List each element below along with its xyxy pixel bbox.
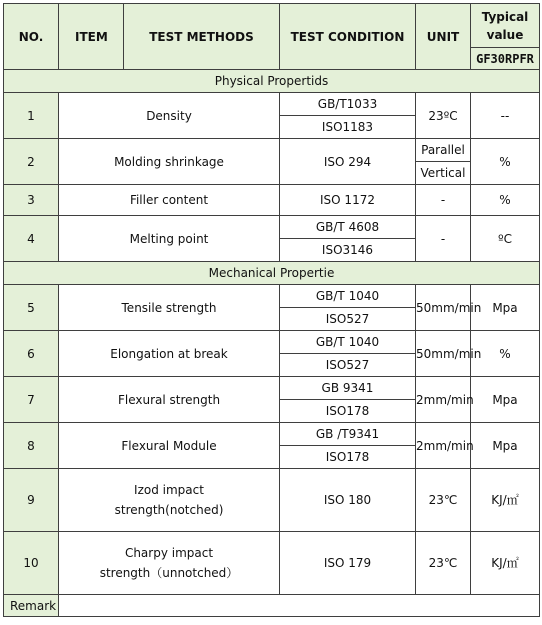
- row-method: ISO1183: [280, 116, 416, 139]
- section-row-physical: [4, 70, 540, 93]
- row-method: GB/T 1040: [280, 331, 416, 354]
- row-item: Molding shrinkage: [59, 139, 280, 185]
- row-no: 8: [4, 423, 59, 469]
- row-method: GB/T 4608: [280, 216, 416, 239]
- row-unit: Mpa: [471, 423, 540, 469]
- row-item-line: strength(notched): [114, 503, 224, 517]
- row-no: 6: [4, 331, 59, 377]
- properties-table: [3, 3, 540, 617]
- table-row: [4, 331, 540, 354]
- table-row: [4, 216, 540, 239]
- row-condition: 50mm/min: [416, 331, 471, 377]
- row-method: ISO527: [280, 354, 416, 377]
- row-method: ISO3146: [280, 239, 416, 262]
- row-method: ISO178: [280, 400, 416, 423]
- row-method: ISO 179: [280, 532, 416, 595]
- header-test-condition: TEST CONDITION: [280, 4, 416, 70]
- row-method: GB /T9341: [280, 423, 416, 446]
- remark-value: [59, 595, 540, 617]
- row-method: GB/T 1040: [280, 285, 416, 308]
- row-condition: 50mm/min: [416, 285, 471, 331]
- row-condition: 2mm/min: [416, 377, 471, 423]
- row-item: Flexural strength: [59, 377, 280, 423]
- row-no: 9: [4, 469, 59, 532]
- header-item: ITEM: [59, 4, 124, 70]
- row-item: [59, 532, 280, 595]
- row-condition: Vertical: [416, 162, 471, 185]
- header-no: NO.: [4, 4, 59, 70]
- row-no: 7: [4, 377, 59, 423]
- row-item-line: Izod impact: [134, 483, 204, 497]
- row-unit: Mpa: [471, 285, 540, 331]
- row-method: GB 9341: [280, 377, 416, 400]
- row-method: ISO 1172: [280, 185, 416, 216]
- table-row: [4, 423, 540, 446]
- header-test-methods: TEST METHODS: [124, 4, 280, 70]
- section-title-physical: Physical Propertids: [4, 70, 540, 93]
- row-unit: %: [471, 185, 540, 216]
- row-unit: %: [471, 331, 540, 377]
- row-no: 2: [4, 139, 59, 185]
- row-condition: 23℃: [416, 469, 471, 532]
- row-condition: -: [416, 185, 471, 216]
- row-item: [59, 469, 280, 532]
- row-unit: ºC: [471, 216, 540, 262]
- row-no: 4: [4, 216, 59, 262]
- row-unit: KJ/㎡: [471, 469, 540, 532]
- table-row: [4, 532, 540, 595]
- row-condition: 23ºC: [416, 93, 471, 139]
- header-grade: GF30RPFR: [471, 48, 540, 70]
- header-typical-value: Typical value: [471, 4, 540, 48]
- row-unit: KJ/㎡: [471, 532, 540, 595]
- row-item: Melting point: [59, 216, 280, 262]
- remark-row: [4, 595, 540, 617]
- row-unit: --: [471, 93, 540, 139]
- table-row: [4, 139, 540, 162]
- row-method: ISO 180: [280, 469, 416, 532]
- row-no: 5: [4, 285, 59, 331]
- row-method: GB/T1033: [280, 93, 416, 116]
- section-title-mechanical: Mechanical Propertie: [4, 262, 540, 285]
- row-unit: %: [471, 139, 540, 185]
- row-item-line: strength（unnotched）: [99, 566, 239, 580]
- row-item: Filler content: [59, 185, 280, 216]
- row-condition: 23℃: [416, 532, 471, 595]
- row-item: Flexural Module: [59, 423, 280, 469]
- row-condition: -: [416, 216, 471, 262]
- row-no: 1: [4, 93, 59, 139]
- table-row: [4, 377, 540, 400]
- section-row-mechanical: [4, 262, 540, 285]
- row-method: ISO 294: [280, 139, 416, 185]
- row-no: 10: [4, 532, 59, 595]
- row-unit: Mpa: [471, 377, 540, 423]
- row-method: ISO178: [280, 446, 416, 469]
- table-row: [4, 285, 540, 308]
- row-item: Tensile strength: [59, 285, 280, 331]
- header-unit: UNIT: [416, 4, 471, 70]
- row-item: Elongation at break: [59, 331, 280, 377]
- row-item: Density: [59, 93, 280, 139]
- remark-label: Remark: [4, 595, 59, 617]
- row-condition: Parallel: [416, 139, 471, 162]
- row-condition: 2mm/min: [416, 423, 471, 469]
- row-no: 3: [4, 185, 59, 216]
- header-row: [4, 4, 540, 48]
- table-row: [4, 185, 540, 216]
- table-row: [4, 469, 540, 532]
- row-method: ISO527: [280, 308, 416, 331]
- table-row: [4, 93, 540, 116]
- row-item-line: Charpy impact: [124, 546, 214, 560]
